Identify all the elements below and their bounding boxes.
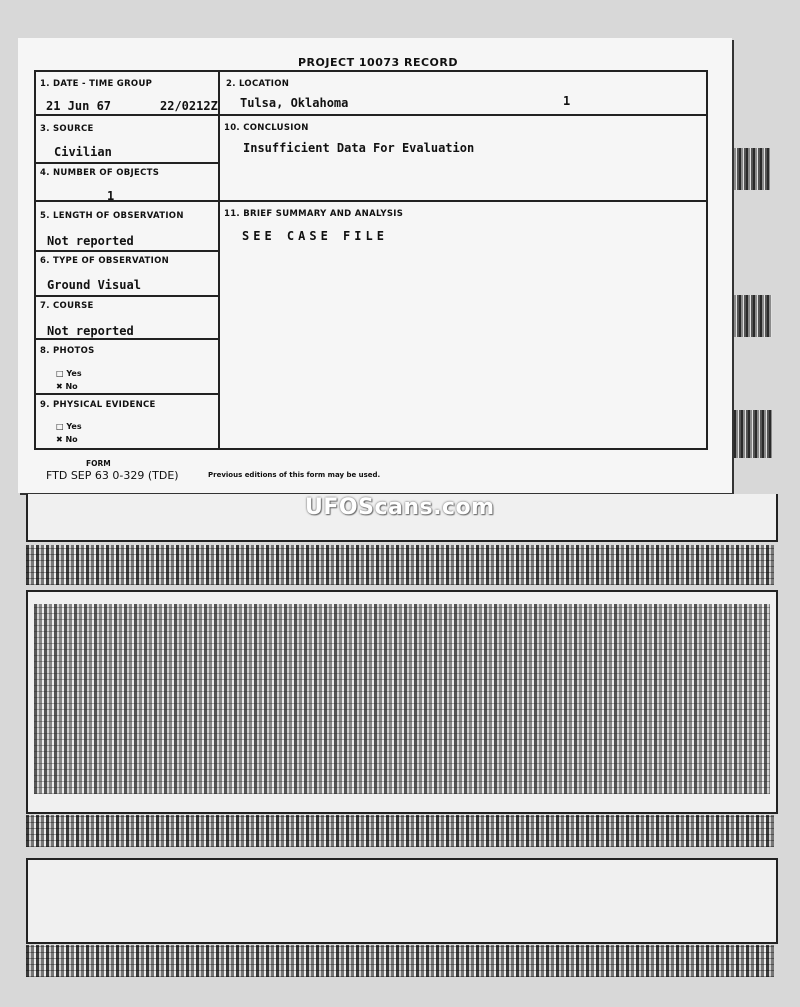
scan-texture-main	[34, 604, 770, 794]
type-label: 6. TYPE OF OBSERVATION	[40, 256, 170, 266]
location-value: Tulsa, Oklahoma	[240, 96, 349, 110]
course-value: Not reported	[47, 324, 134, 338]
watermark: UFOScans.com	[305, 495, 495, 520]
physical-label: 9. PHYSICAL EVIDENCE	[40, 400, 156, 410]
scan-texture-3	[26, 945, 774, 977]
scan-strip-2	[26, 858, 778, 944]
rule	[34, 250, 220, 252]
objects-label: 4. NUMBER OF OBJECTS	[40, 168, 160, 178]
scan-edge-right-1	[732, 148, 770, 190]
date-value: 21 Jun 67	[46, 99, 112, 113]
source-label: 3. SOURCE	[40, 124, 94, 134]
length-value: Not reported	[47, 234, 134, 248]
location-extra: 1	[563, 94, 571, 108]
rule	[34, 393, 220, 395]
photos-label: 8. PHOTOS	[40, 346, 95, 356]
location-label: 2. LOCATION	[226, 79, 290, 89]
form-title: PROJECT 10073 RECORD	[298, 56, 459, 69]
summary-label: 11. BRIEF SUMMARY AND ANALYSIS	[224, 209, 404, 219]
summary-value: SEE CASE FILE	[242, 229, 388, 243]
rule	[34, 162, 220, 164]
form-id: FTD SEP 63 0-329 (TDE)	[46, 469, 179, 482]
record-card	[18, 38, 732, 493]
type-value: Ground Visual	[47, 278, 141, 292]
photos-no-checkbox: ✖ No	[56, 382, 78, 391]
scan-edge-right-2	[732, 295, 772, 337]
date-label: 1. DATE - TIME GROUP	[40, 79, 153, 89]
conclusion-label: 10. CONCLUSION	[224, 123, 309, 133]
physical-yes-checkbox: □ Yes	[56, 422, 82, 431]
source-value: Civilian	[54, 145, 112, 159]
rule	[34, 200, 708, 202]
rule	[34, 338, 220, 340]
scan-texture-2	[26, 815, 774, 847]
conclusion-value: Insufficient Data For Evaluation	[243, 141, 475, 155]
photos-yes-checkbox: □ Yes	[56, 369, 82, 378]
scan-panel-main	[26, 590, 778, 814]
scan-texture-1	[26, 545, 774, 585]
time-value: 22/0212Z	[160, 99, 218, 113]
rule	[34, 295, 220, 297]
course-label: 7. COURSE	[40, 301, 94, 311]
objects-value: 1	[107, 189, 115, 203]
scan-edge-right-3	[734, 410, 772, 458]
physical-no-checkbox: ✖ No	[56, 435, 78, 444]
rule	[34, 114, 708, 116]
length-label: 5. LENGTH OF OBSERVATION	[40, 211, 184, 221]
form-word: FORM	[86, 459, 111, 468]
form-note: Previous editions of this form may be used.	[208, 471, 381, 479]
